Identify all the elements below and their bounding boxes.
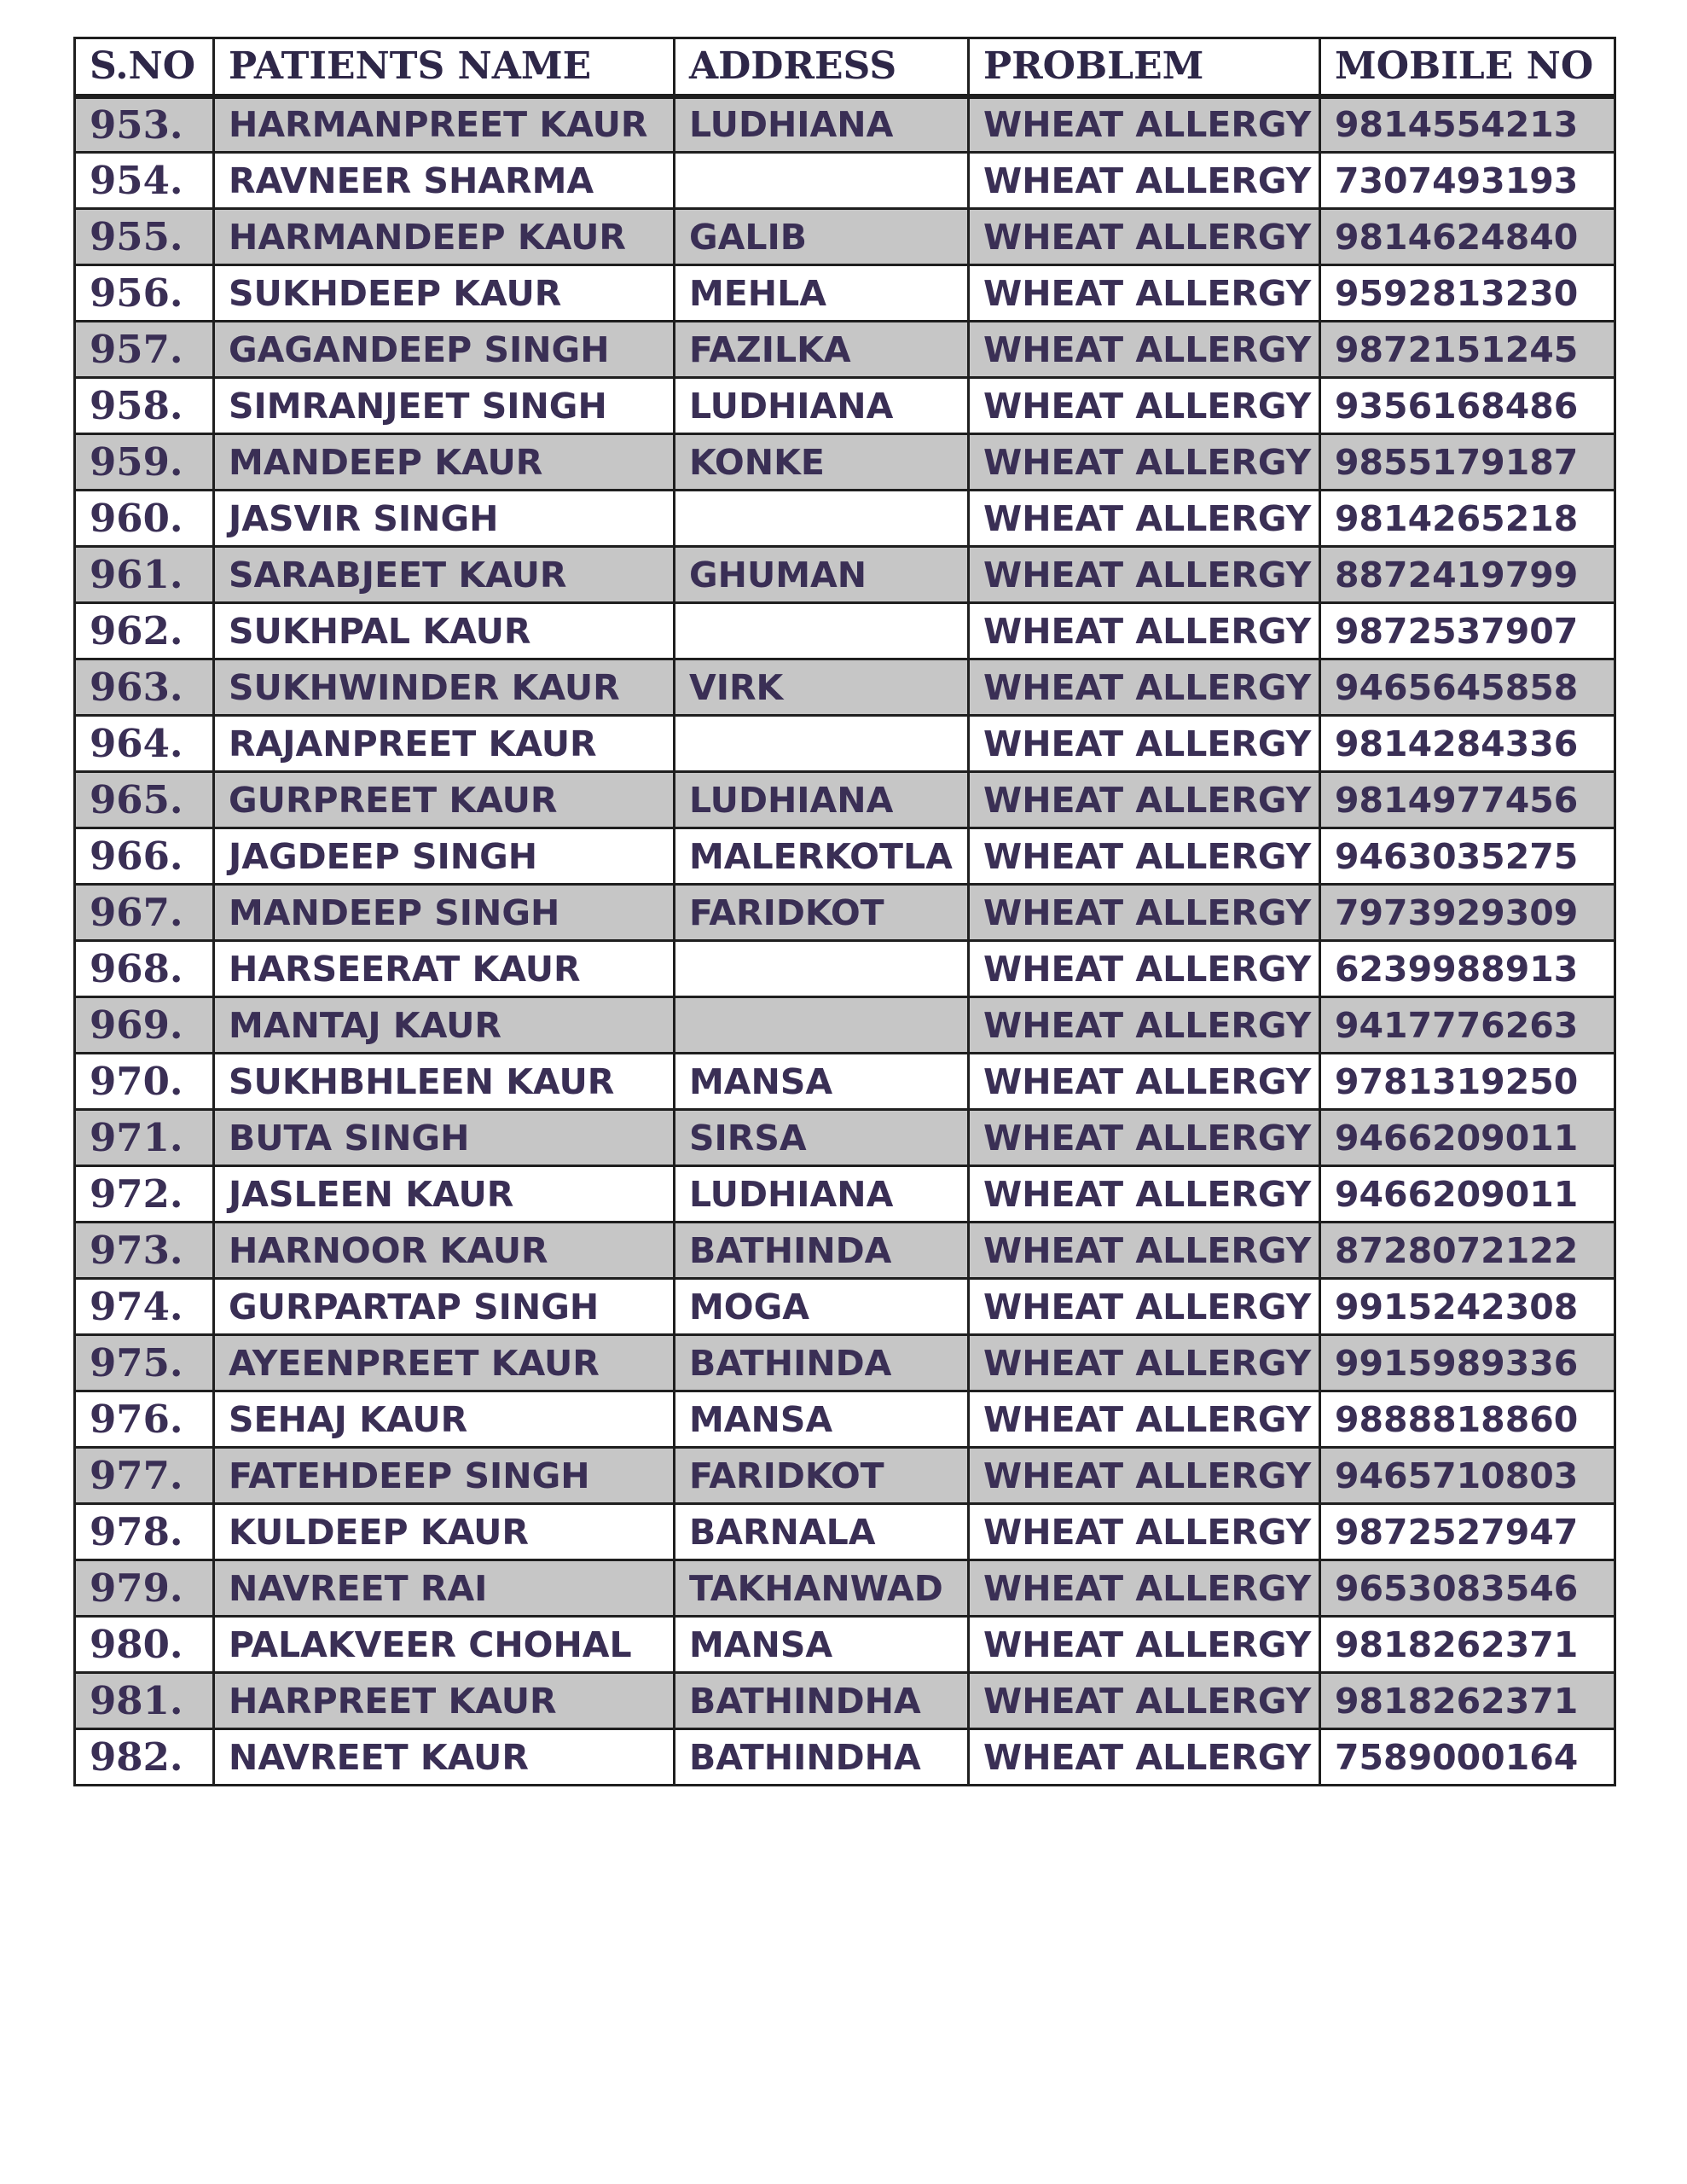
cell-patient-name: FATEHDEEP SINGH bbox=[214, 1448, 675, 1504]
cell-problem: WHEAT ALLERGY bbox=[969, 772, 1320, 828]
cell-mobile-no: 9814554213 bbox=[1320, 96, 1615, 153]
cell-mobile-no: 9466209011 bbox=[1320, 1166, 1615, 1223]
cell-patient-name: MANDEEP KAUR bbox=[214, 434, 675, 491]
cell-sno: 972. bbox=[75, 1166, 214, 1223]
cell-address bbox=[675, 491, 969, 547]
cell-address: MALERKOTLA bbox=[675, 828, 969, 885]
cell-patient-name: RAJANPREET KAUR bbox=[214, 716, 675, 772]
cell-sno: 982. bbox=[75, 1729, 214, 1786]
cell-patient-name: SUKHWINDER KAUR bbox=[214, 659, 675, 716]
cell-mobile-no: 9417776263 bbox=[1320, 997, 1615, 1054]
cell-patient-name: SUKHBHLEEN KAUR bbox=[214, 1054, 675, 1110]
cell-patient-name: NAVREET KAUR bbox=[214, 1729, 675, 1786]
header-address: ADDRESS bbox=[675, 38, 969, 96]
cell-sno: 971. bbox=[75, 1110, 214, 1166]
cell-address: BATHINDA bbox=[675, 1335, 969, 1391]
cell-mobile-no: 9872151245 bbox=[1320, 322, 1615, 378]
cell-mobile-no: 8872419799 bbox=[1320, 547, 1615, 603]
cell-problem: WHEAT ALLERGY bbox=[969, 322, 1320, 378]
cell-mobile-no: 9872527947 bbox=[1320, 1504, 1615, 1560]
table-row bbox=[75, 1166, 1615, 1223]
cell-sno: 955. bbox=[75, 209, 214, 265]
cell-mobile-no: 9466209011 bbox=[1320, 1110, 1615, 1166]
cell-sno: 965. bbox=[75, 772, 214, 828]
table-row bbox=[75, 209, 1615, 265]
cell-mobile-no: 9888818860 bbox=[1320, 1391, 1615, 1448]
table-body bbox=[75, 96, 1615, 1786]
cell-sno: 975. bbox=[75, 1335, 214, 1391]
cell-problem: WHEAT ALLERGY bbox=[969, 1335, 1320, 1391]
cell-problem: WHEAT ALLERGY bbox=[969, 1166, 1320, 1223]
cell-mobile-no: 9653083546 bbox=[1320, 1560, 1615, 1617]
header-mobile-no: MOBILE NO bbox=[1320, 38, 1615, 96]
table-row bbox=[75, 491, 1615, 547]
table-row bbox=[75, 153, 1615, 209]
table-row bbox=[75, 1279, 1615, 1335]
cell-mobile-no: 9818262371 bbox=[1320, 1673, 1615, 1729]
table-row bbox=[75, 885, 1615, 941]
cell-address: MANSA bbox=[675, 1054, 969, 1110]
cell-address: FARIDKOT bbox=[675, 1448, 969, 1504]
header-sno: S.NO bbox=[75, 38, 214, 96]
cell-mobile-no: 9781319250 bbox=[1320, 1054, 1615, 1110]
cell-problem: WHEAT ALLERGY bbox=[969, 1560, 1320, 1617]
cell-mobile-no: 8728072122 bbox=[1320, 1223, 1615, 1279]
cell-problem: WHEAT ALLERGY bbox=[969, 828, 1320, 885]
cell-problem: WHEAT ALLERGY bbox=[969, 96, 1320, 153]
cell-sno: 964. bbox=[75, 716, 214, 772]
cell-problem: WHEAT ALLERGY bbox=[969, 547, 1320, 603]
cell-problem: WHEAT ALLERGY bbox=[969, 1673, 1320, 1729]
cell-patient-name: JASLEEN KAUR bbox=[214, 1166, 675, 1223]
cell-patient-name: BUTA SINGH bbox=[214, 1110, 675, 1166]
cell-problem: WHEAT ALLERGY bbox=[969, 1391, 1320, 1448]
table-row bbox=[75, 828, 1615, 885]
cell-patient-name: MANTAJ KAUR bbox=[214, 997, 675, 1054]
header-problem: PROBLEM bbox=[969, 38, 1320, 96]
cell-mobile-no: 9814977456 bbox=[1320, 772, 1615, 828]
cell-mobile-no: 9915989336 bbox=[1320, 1335, 1615, 1391]
cell-problem: WHEAT ALLERGY bbox=[969, 659, 1320, 716]
cell-mobile-no: 9814624840 bbox=[1320, 209, 1615, 265]
table-header bbox=[75, 38, 1615, 96]
cell-address: GALIB bbox=[675, 209, 969, 265]
cell-patient-name: NAVREET RAI bbox=[214, 1560, 675, 1617]
cell-address: MOGA bbox=[675, 1279, 969, 1335]
cell-address: MANSA bbox=[675, 1617, 969, 1673]
cell-address: MANSA bbox=[675, 1391, 969, 1448]
cell-address: BARNALA bbox=[675, 1504, 969, 1560]
table-row bbox=[75, 941, 1615, 997]
table-row bbox=[75, 659, 1615, 716]
header-patients-name: PATIENTS NAME bbox=[214, 38, 675, 96]
cell-address bbox=[675, 716, 969, 772]
cell-problem: WHEAT ALLERGY bbox=[969, 153, 1320, 209]
table-row bbox=[75, 997, 1615, 1054]
table-row bbox=[75, 772, 1615, 828]
patients-table bbox=[73, 37, 1616, 1786]
cell-patient-name: GURPARTAP SINGH bbox=[214, 1279, 675, 1335]
cell-mobile-no: 9915242308 bbox=[1320, 1279, 1615, 1335]
table-row bbox=[75, 547, 1615, 603]
cell-patient-name: RAVNEER SHARMA bbox=[214, 153, 675, 209]
cell-patient-name: SARABJEET KAUR bbox=[214, 547, 675, 603]
cell-address bbox=[675, 603, 969, 659]
cell-mobile-no: 6239988913 bbox=[1320, 941, 1615, 997]
cell-address: FARIDKOT bbox=[675, 885, 969, 941]
table-row bbox=[75, 1335, 1615, 1391]
cell-sno: 961. bbox=[75, 547, 214, 603]
cell-mobile-no: 7973929309 bbox=[1320, 885, 1615, 941]
cell-patient-name: SUKHDEEP KAUR bbox=[214, 265, 675, 322]
cell-address: TAKHANWAD bbox=[675, 1560, 969, 1617]
cell-sno: 953. bbox=[75, 96, 214, 153]
cell-sno: 978. bbox=[75, 1504, 214, 1560]
cell-address: LUDHIANA bbox=[675, 378, 969, 434]
cell-sno: 958. bbox=[75, 378, 214, 434]
table-row bbox=[75, 1391, 1615, 1448]
cell-patient-name: JAGDEEP SINGH bbox=[214, 828, 675, 885]
cell-mobile-no: 9872537907 bbox=[1320, 603, 1615, 659]
cell-sno: 970. bbox=[75, 1054, 214, 1110]
cell-problem: WHEAT ALLERGY bbox=[969, 1223, 1320, 1279]
document-page bbox=[73, 37, 1614, 1786]
cell-sno: 954. bbox=[75, 153, 214, 209]
cell-sno: 962. bbox=[75, 603, 214, 659]
cell-problem: WHEAT ALLERGY bbox=[969, 885, 1320, 941]
table-row bbox=[75, 1560, 1615, 1617]
cell-problem: WHEAT ALLERGY bbox=[969, 1617, 1320, 1673]
cell-sno: 980. bbox=[75, 1617, 214, 1673]
cell-sno: 973. bbox=[75, 1223, 214, 1279]
table-row bbox=[75, 1504, 1615, 1560]
table-row bbox=[75, 378, 1615, 434]
cell-sno: 967. bbox=[75, 885, 214, 941]
table-row bbox=[75, 1110, 1615, 1166]
cell-problem: WHEAT ALLERGY bbox=[969, 491, 1320, 547]
cell-sno: 979. bbox=[75, 1560, 214, 1617]
table-row bbox=[75, 1673, 1615, 1729]
cell-mobile-no: 9465710803 bbox=[1320, 1448, 1615, 1504]
cell-address: LUDHIANA bbox=[675, 96, 969, 153]
cell-address: FAZILKA bbox=[675, 322, 969, 378]
cell-sno: 966. bbox=[75, 828, 214, 885]
cell-sno: 981. bbox=[75, 1673, 214, 1729]
cell-problem: WHEAT ALLERGY bbox=[969, 1054, 1320, 1110]
cell-problem: WHEAT ALLERGY bbox=[969, 1448, 1320, 1504]
cell-patient-name: HARMANDEEP KAUR bbox=[214, 209, 675, 265]
cell-patient-name: JASVIR SINGH bbox=[214, 491, 675, 547]
cell-problem: WHEAT ALLERGY bbox=[969, 1504, 1320, 1560]
cell-mobile-no: 7307493193 bbox=[1320, 153, 1615, 209]
cell-sno: 977. bbox=[75, 1448, 214, 1504]
cell-address: BATHINDA bbox=[675, 1223, 969, 1279]
cell-patient-name: HARSEERAT KAUR bbox=[214, 941, 675, 997]
cell-patient-name: SEHAJ KAUR bbox=[214, 1391, 675, 1448]
cell-problem: WHEAT ALLERGY bbox=[969, 434, 1320, 491]
cell-sno: 969. bbox=[75, 997, 214, 1054]
cell-patient-name: HARNOOR KAUR bbox=[214, 1223, 675, 1279]
cell-patient-name: GAGANDEEP SINGH bbox=[214, 322, 675, 378]
cell-mobile-no: 9814265218 bbox=[1320, 491, 1615, 547]
cell-problem: WHEAT ALLERGY bbox=[969, 997, 1320, 1054]
cell-address: KONKE bbox=[675, 434, 969, 491]
header-row bbox=[75, 38, 1615, 96]
cell-mobile-no: 9814284336 bbox=[1320, 716, 1615, 772]
table-row bbox=[75, 1729, 1615, 1786]
cell-patient-name: SUKHPAL KAUR bbox=[214, 603, 675, 659]
cell-problem: WHEAT ALLERGY bbox=[969, 209, 1320, 265]
cell-problem: WHEAT ALLERGY bbox=[969, 265, 1320, 322]
cell-patient-name: GURPREET KAUR bbox=[214, 772, 675, 828]
table-row bbox=[75, 603, 1615, 659]
cell-address bbox=[675, 941, 969, 997]
table-row bbox=[75, 265, 1615, 322]
cell-sno: 957. bbox=[75, 322, 214, 378]
cell-sno: 963. bbox=[75, 659, 214, 716]
cell-problem: WHEAT ALLERGY bbox=[969, 1110, 1320, 1166]
cell-address: GHUMAN bbox=[675, 547, 969, 603]
cell-patient-name: HARMANPREET KAUR bbox=[214, 96, 675, 153]
cell-patient-name: MANDEEP SINGH bbox=[214, 885, 675, 941]
cell-address: SIRSA bbox=[675, 1110, 969, 1166]
table-row bbox=[75, 96, 1615, 153]
cell-mobile-no: 9592813230 bbox=[1320, 265, 1615, 322]
cell-mobile-no: 9855179187 bbox=[1320, 434, 1615, 491]
cell-mobile-no: 9465645858 bbox=[1320, 659, 1615, 716]
cell-mobile-no: 9463035275 bbox=[1320, 828, 1615, 885]
cell-sno: 959. bbox=[75, 434, 214, 491]
cell-patient-name: HARPREET KAUR bbox=[214, 1673, 675, 1729]
cell-patient-name: AYEENPREET KAUR bbox=[214, 1335, 675, 1391]
cell-mobile-no: 7589000164 bbox=[1320, 1729, 1615, 1786]
cell-address: BATHINDHA bbox=[675, 1729, 969, 1786]
cell-sno: 976. bbox=[75, 1391, 214, 1448]
cell-address: MEHLA bbox=[675, 265, 969, 322]
cell-address: BATHINDHA bbox=[675, 1673, 969, 1729]
table-row bbox=[75, 434, 1615, 491]
cell-problem: WHEAT ALLERGY bbox=[969, 1279, 1320, 1335]
table-row bbox=[75, 322, 1615, 378]
cell-sno: 956. bbox=[75, 265, 214, 322]
table-row bbox=[75, 1617, 1615, 1673]
cell-sno: 960. bbox=[75, 491, 214, 547]
cell-sno: 968. bbox=[75, 941, 214, 997]
cell-patient-name: KULDEEP KAUR bbox=[214, 1504, 675, 1560]
cell-address: VIRK bbox=[675, 659, 969, 716]
table-row bbox=[75, 1054, 1615, 1110]
cell-mobile-no: 9818262371 bbox=[1320, 1617, 1615, 1673]
cell-address bbox=[675, 997, 969, 1054]
cell-problem: WHEAT ALLERGY bbox=[969, 941, 1320, 997]
cell-sno: 974. bbox=[75, 1279, 214, 1335]
cell-problem: WHEAT ALLERGY bbox=[969, 378, 1320, 434]
table-row bbox=[75, 716, 1615, 772]
table-row bbox=[75, 1223, 1615, 1279]
cell-mobile-no: 9356168486 bbox=[1320, 378, 1615, 434]
cell-patient-name: PALAKVEER CHOHAL bbox=[214, 1617, 675, 1673]
cell-address: LUDHIANA bbox=[675, 772, 969, 828]
cell-address: LUDHIANA bbox=[675, 1166, 969, 1223]
cell-problem: WHEAT ALLERGY bbox=[969, 603, 1320, 659]
table-row bbox=[75, 1448, 1615, 1504]
cell-problem: WHEAT ALLERGY bbox=[969, 716, 1320, 772]
cell-patient-name: SIMRANJEET SINGH bbox=[214, 378, 675, 434]
cell-problem: WHEAT ALLERGY bbox=[969, 1729, 1320, 1786]
cell-address bbox=[675, 153, 969, 209]
